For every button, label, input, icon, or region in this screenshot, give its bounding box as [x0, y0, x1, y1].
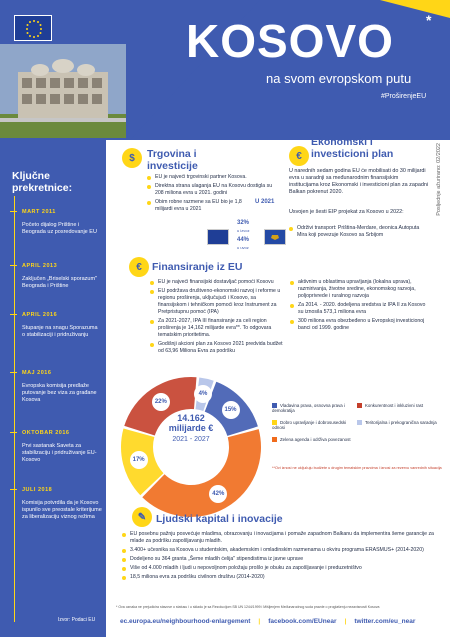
legend-label: Dobro upravljanje i dobrosusedski odnosi — [272, 420, 347, 430]
trade-year: U 2021 — [255, 199, 275, 205]
page-title: KOSOVO — [186, 15, 394, 67]
funding-title: Finansiranje iz EU — [152, 261, 243, 273]
human-capital-title: Ljudski kapital i inovacije — [156, 513, 283, 525]
twitter-link[interactable]: twitter.com/eu_near — [354, 618, 416, 625]
trade-bullets — [147, 174, 275, 215]
funding-bullet: Za 2014. - 2020. dodeljena sredstva iz IPA II za Kosovo su iznosila 573,1 miliona evra — [290, 302, 430, 316]
milestone-text: Zaključen „Briselski sporazum" Beograda i Prištine — [22, 276, 98, 289]
website-link[interactable]: ec.europa.eu/neighbourhood-enlargement — [120, 618, 251, 625]
milestone-date: MART 2011 — [10, 209, 56, 215]
human-bullet: 18,5 miliona evra za podršku civilnom društvu (2014-2020) — [122, 574, 440, 581]
import-label: u uvoz — [237, 245, 249, 250]
last-updated-date: Posljednje ažurirano: 02/2022 — [436, 143, 442, 216]
milestone-item — [10, 421, 102, 464]
funding-left-bullets — [150, 279, 284, 357]
trade-bullet: Obim robne razmene sa EU bio je 1,8 milijardi evra u 2021 — [147, 199, 243, 213]
milestone-item — [10, 361, 102, 404]
economic-bullet: Održivi transport: Priština-Merdare, deonica Autoputa Mira koji povezuje Kosovo sa Srbijom — [289, 225, 429, 239]
human-bullet: Dodeljeno su 364 granta „Šeme mladih ćelija" stipendistima iz javne uprave — [122, 556, 440, 563]
legend-swatch — [357, 420, 362, 425]
milestone-date: JULI 2018 — [10, 487, 52, 493]
chart-note: **Ovi iznosi ne uključuju budžete u drugim tematskim pravcima i iznosi za rezervu vanrednih situacija — [272, 466, 442, 470]
human-capital-bullets — [122, 531, 440, 583]
donut-segment-label: 4% — [194, 385, 212, 403]
milestone-date: APRIL 2016 — [10, 312, 57, 318]
trade-title: Trgovina i investicije — [147, 148, 198, 172]
export-percent: 32% — [237, 220, 250, 226]
milestone-date: APRIL 2013 — [10, 263, 57, 269]
legend-label: Konkurentnost i inkluzivni rast — [365, 403, 424, 408]
funding-bullet: Za 2021-2027, IPA III finansiranje za celi region proširenja je 14,162 milijarde evra**. To odgovara tematskim prioritetima. — [150, 318, 284, 339]
legend-label: Vladavina prava, osnovna prava i demokratija — [272, 403, 345, 413]
graduation-cap-icon: ✎ — [132, 507, 152, 527]
milestone-text: Početo dijalog Prištine i Beograda uz posredovanje EU — [22, 222, 97, 235]
funding-bullet: EU je najveći finansijski dostavljač pomoći Kosovu — [150, 279, 284, 286]
donut-segment-label: 15% — [222, 401, 240, 419]
legend-item — [357, 403, 437, 408]
human-bullet: 3.400+ učesnika sa Kosova u studentskim, akademskim i omladinskim razmenama u okviru programa ERASMUS+ (2014-2020) — [122, 547, 440, 554]
euro-icon: € — [289, 146, 309, 166]
kosovo-flag-icon — [264, 229, 286, 245]
legend-swatch — [272, 437, 277, 442]
facebook-link[interactable]: facebook.com/EUnear — [268, 618, 337, 625]
funding-bullet: Godišnji akcioni plan za Kosovo 2021 predvida budžet od 63,96 Miliona Evra za podršku — [150, 341, 284, 355]
milestone-date: OKTOBAR 2016 — [10, 430, 69, 436]
legend-swatch — [357, 403, 362, 408]
funding-bullet: EU podržava društveno-ekonomski razvoj i reforme u regionu proširenja, uključujući i Kosovo, sa finansijskom i tehničkom pomoći kroz Instrument za Pretpristupnu pomoć (IPA) — [150, 288, 284, 316]
milestone-item — [10, 200, 102, 236]
donut-segment-label: 17% — [130, 451, 148, 469]
economic-bullets — [289, 225, 429, 241]
funding-right-bullets — [290, 279, 430, 334]
milestone-item — [10, 303, 102, 339]
milestone-text: Evropska komisija predlaže putovanje bez viza za građane Kosova — [22, 383, 97, 403]
donut-segment-label: 22% — [152, 393, 170, 411]
link-separator: | — [344, 618, 347, 625]
economic-paragraph: U narednih sedam godina EU će mobilisati do 30 milijardi evra u saradnji sa međunarodnim finansijskim institucijama kroz Ekonomski i investicioni plan za zapadni Balkan pokrenut 2020. — [289, 168, 429, 195]
hashtag: #ProširenjeEU — [381, 93, 427, 100]
milestones-heading: Ključne prekretnice: — [12, 170, 73, 194]
legend-item — [357, 420, 437, 425]
legend-item — [272, 403, 352, 413]
donut-center-period: 2021 - 2027 — [172, 436, 210, 443]
milestone-item — [10, 254, 102, 290]
legend-label: Teritorijalna i prekogranična saradnja — [365, 420, 437, 425]
milestone-item — [10, 478, 102, 521]
donut-segment-label: 42% — [209, 485, 227, 503]
funding-icon: € — [129, 257, 149, 277]
page-subtitle: na svom evropskom putu — [266, 71, 412, 86]
eu-flag-icon — [207, 229, 229, 245]
milestone-date: MAJ 2016 — [10, 370, 51, 376]
legend-item — [272, 437, 352, 442]
funding-bullet: aktivnim u oblastima upravljanja (lokalna uprava), razmirivanja, životne sredine, ekonomskog razvoja, poljoprivrede i ruralnog razvoja — [290, 279, 430, 300]
human-bullet: EU posebnu pažnju posvećuje mladima, obrazovanju i inovacijama i pomaže zapadnom Balkanu da implementira šeme garancije za mlade za podršku zapošljavanju mladih. — [122, 531, 440, 545]
library-photo — [0, 44, 126, 138]
funding-bullet: 300 miliona evra obezbeđeno u Evropskoj investicionoj banci od 1999. godine — [290, 318, 430, 332]
trade-bullet: Direktna strana ulaganja EU na Kosovu dostigla su 208 miliona evra u 2021. godini — [147, 183, 275, 197]
title-footnote-mark: * — [426, 12, 432, 28]
eu-flag-icon — [14, 15, 52, 41]
export-label: u izvoz — [237, 228, 250, 233]
ipa-funding-donut-chart — [116, 372, 266, 522]
donut-center-value: 14.162 milijarde € — [168, 413, 214, 433]
trade-icon: $ — [122, 148, 142, 168]
milestone-text: Prvi sastanak Saveta za stabilizaciju i pridruživanje EU-Kosovo — [22, 443, 97, 463]
milestone-text: Komisija potvrdila da je Kosovo ispunilo sve preostale kriterijume za liberalizaciju viznog režima — [22, 500, 102, 520]
legend-item — [272, 420, 352, 430]
legend-label: Zelena agenda i održiva povezanost — [280, 437, 351, 442]
economic-paragraph: Usvojen je šesti EIP projekat za Kosovo u 2022: — [289, 209, 404, 215]
milestone-text: Stupanje na snagu Sporazuma o stabilizaciji i pridruživanju — [22, 325, 98, 338]
link-separator: | — [258, 618, 261, 625]
import-percent: 44% — [237, 237, 250, 243]
footer-links — [120, 618, 446, 625]
source-note: Izvor: Podaci EU — [58, 617, 96, 623]
status-footnote: * Ova oznaka ne prejudicira stavove o statusu i u skladu je sa Rezolucijom SB UN 1244/1999 i Mišljenjem Međunarodnog suda pravde o proglašenju nezavisnosti Kosova — [116, 605, 380, 609]
economic-title: Ekonomski i investicioni plan — [311, 136, 394, 160]
trade-bullet: EU je najveći trgovinski partner Kosova. — [147, 174, 275, 181]
human-bullet: Više od 4.000 mladih i ljudi u nepovoljnom položaju prošlo je obuku za zapošljavanje i preduzetništvo — [122, 565, 440, 572]
